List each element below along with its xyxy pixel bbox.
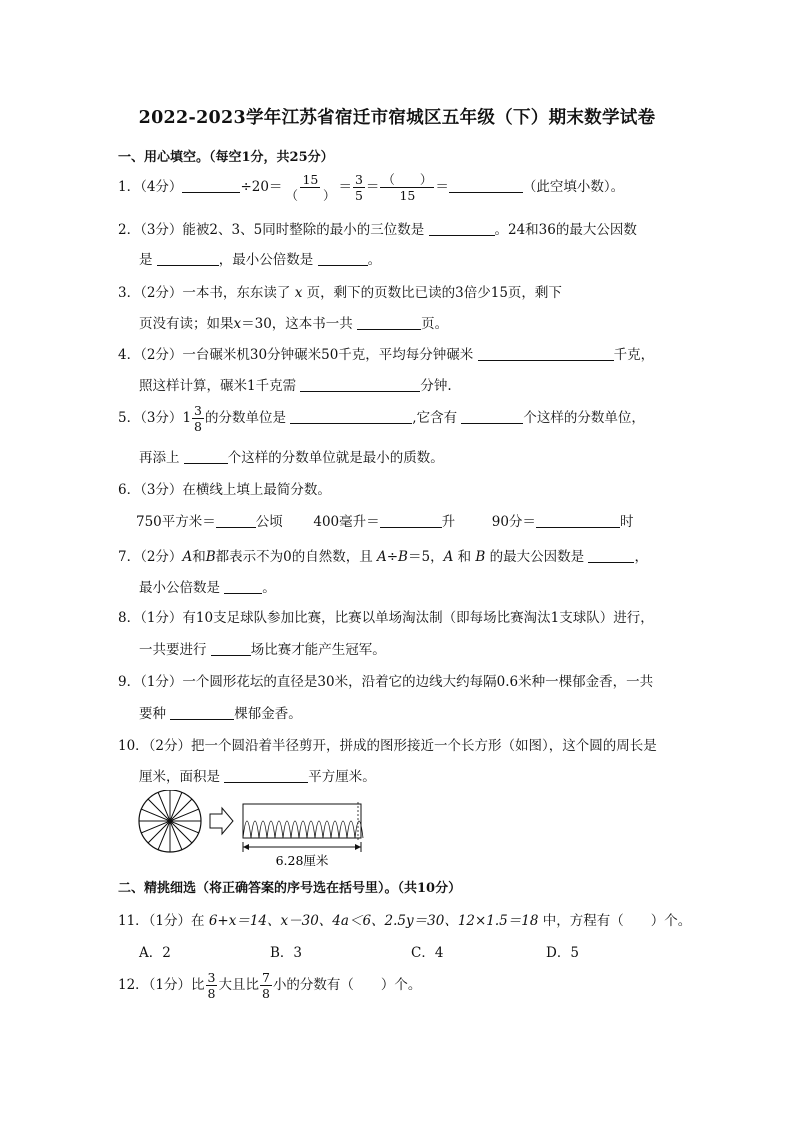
question-2-cont: 是 ，最小公倍数是 。 — [139, 252, 382, 268]
question-7: 7．（2分）A和B都表示不为0的自然数，且 A÷B＝5，A 和 B 的最大公因数是 ， — [118, 549, 648, 565]
blank[interactable] — [588, 548, 634, 563]
option-c[interactable]: C．4 — [411, 945, 444, 961]
fraction: $\frac{7}{8}$ — [261, 970, 270, 1001]
blank[interactable] — [290, 409, 412, 424]
question-3: 3．（2分）一本书，东东读了 x 页，剩下的页数比已读的3倍少15页，剩下 — [118, 285, 562, 301]
question-6: 6．（3分）在横线上填上最简分数。 — [118, 482, 331, 498]
fraction: $\frac{15}{( )}$ — [285, 172, 336, 203]
question-6-items: 750平方米＝ 公顷 400毫升＝ 升 90分＝ 时 — [136, 514, 634, 530]
option-b[interactable]: B．3 — [270, 945, 303, 961]
question-12: 12．（1分）比 $\frac{3}{8}$ 大且比 $\frac{7}{8}$ 小的分数有（ ）个。 — [118, 970, 422, 1001]
question-7-cont: 最小公倍数是 。 — [139, 580, 276, 596]
blank[interactable] — [478, 346, 614, 361]
sectored-circle — [139, 790, 201, 852]
question-8: 8．（1分）有10支足球队参加比赛，比赛以单场淘汰制（即每场比赛淘汰1支球队）进行， — [118, 610, 654, 626]
question-9: 9．（1分）一个圆形花坛的直径是30米，沿着它的边线大约每隔0.6米种一棵郁金香，一共 — [118, 674, 654, 690]
blank[interactable] — [429, 221, 495, 236]
question-8-cont: 一共要进行 场比赛才能产生冠军。 — [139, 642, 386, 658]
blank[interactable] — [216, 513, 256, 528]
question-3-cont: 页没有读；如果x＝30，这本书一共 页。 — [139, 316, 449, 332]
blank[interactable] — [300, 377, 420, 392]
blank[interactable] — [536, 513, 620, 528]
option-a[interactable]: A．2 — [139, 945, 171, 961]
page-title: 2022-2023学年江苏省宿迁市宿城区五年级（下）期末数学试卷 — [138, 108, 656, 128]
arrow-icon — [210, 808, 233, 834]
question-5: 5．（3分）1 $\frac{3}{8}$ 的分数单位是 ,它含有 个这样的分数单位， — [118, 403, 645, 434]
blank[interactable] — [380, 513, 442, 528]
question-1: 1．（4分） ÷20＝ $\frac{15}{( )}$ ＝ $\frac{3}{5}$ ＝ $\frac{( )}{15}$ ＝ （此空填小数）。 — [118, 172, 625, 203]
question-2: 2．（3分）能被2、3、5同时整除的最小的三位数是 。24和36的最大公因数 — [118, 222, 637, 238]
blank[interactable] — [170, 705, 234, 720]
blank[interactable] — [318, 251, 368, 266]
blank[interactable] — [224, 579, 262, 594]
blank[interactable] — [224, 768, 308, 783]
section-1-heading: 一、用心填空。（每空1分，共25分） — [118, 150, 334, 165]
blank[interactable] — [184, 449, 228, 464]
blank[interactable] — [182, 178, 240, 193]
question-10: 10．（2分）把一个圆沿着半径剪开，拼成的图形接近一个长方形（如图），这个圆的周长是 — [118, 738, 657, 754]
dimension-label: 6.28厘米 — [275, 853, 329, 868]
circle-rectangle-figure — [130, 790, 380, 870]
fraction: $\frac{3}{8}$ — [194, 403, 202, 434]
option-d[interactable]: D．5 — [546, 945, 579, 961]
fraction: $\frac{3}{8}$ — [207, 970, 216, 1001]
rearranged-rectangle — [243, 802, 363, 840]
blank[interactable] — [357, 315, 421, 330]
blank[interactable] — [211, 641, 251, 656]
question-11: 11．（1分）在 6+x＝14、x－30、4a＜6、2.5y＝30、12×1.5＝18 中，方程有（ ）个。 — [118, 913, 692, 929]
blank[interactable] — [157, 251, 219, 266]
question-4-cont: 照这样计算，碾米1千克需 分钟. — [139, 378, 452, 394]
question-10-cont: 厘米，面积是 平方厘米。 — [139, 769, 376, 785]
section-2-heading: 二、精挑细选（将正确答案的序号选在括号里）。（共10分） — [118, 881, 462, 896]
question-5-cont: 再添上 个这样的分数单位就是最小的质数。 — [139, 450, 444, 466]
dimension-line — [243, 842, 361, 852]
fraction: $\frac{( )}{15}$ — [382, 172, 433, 203]
question-4: 4．（2分）一台碾米机30分钟碾米50千克，平均每分钟碾米 千克， — [118, 347, 655, 363]
fraction: $\frac{3}{5}$ — [354, 172, 363, 203]
blank[interactable] — [461, 409, 523, 424]
blank[interactable] — [449, 178, 523, 193]
question-9-cont: 要种 棵郁金香。 — [139, 706, 302, 722]
